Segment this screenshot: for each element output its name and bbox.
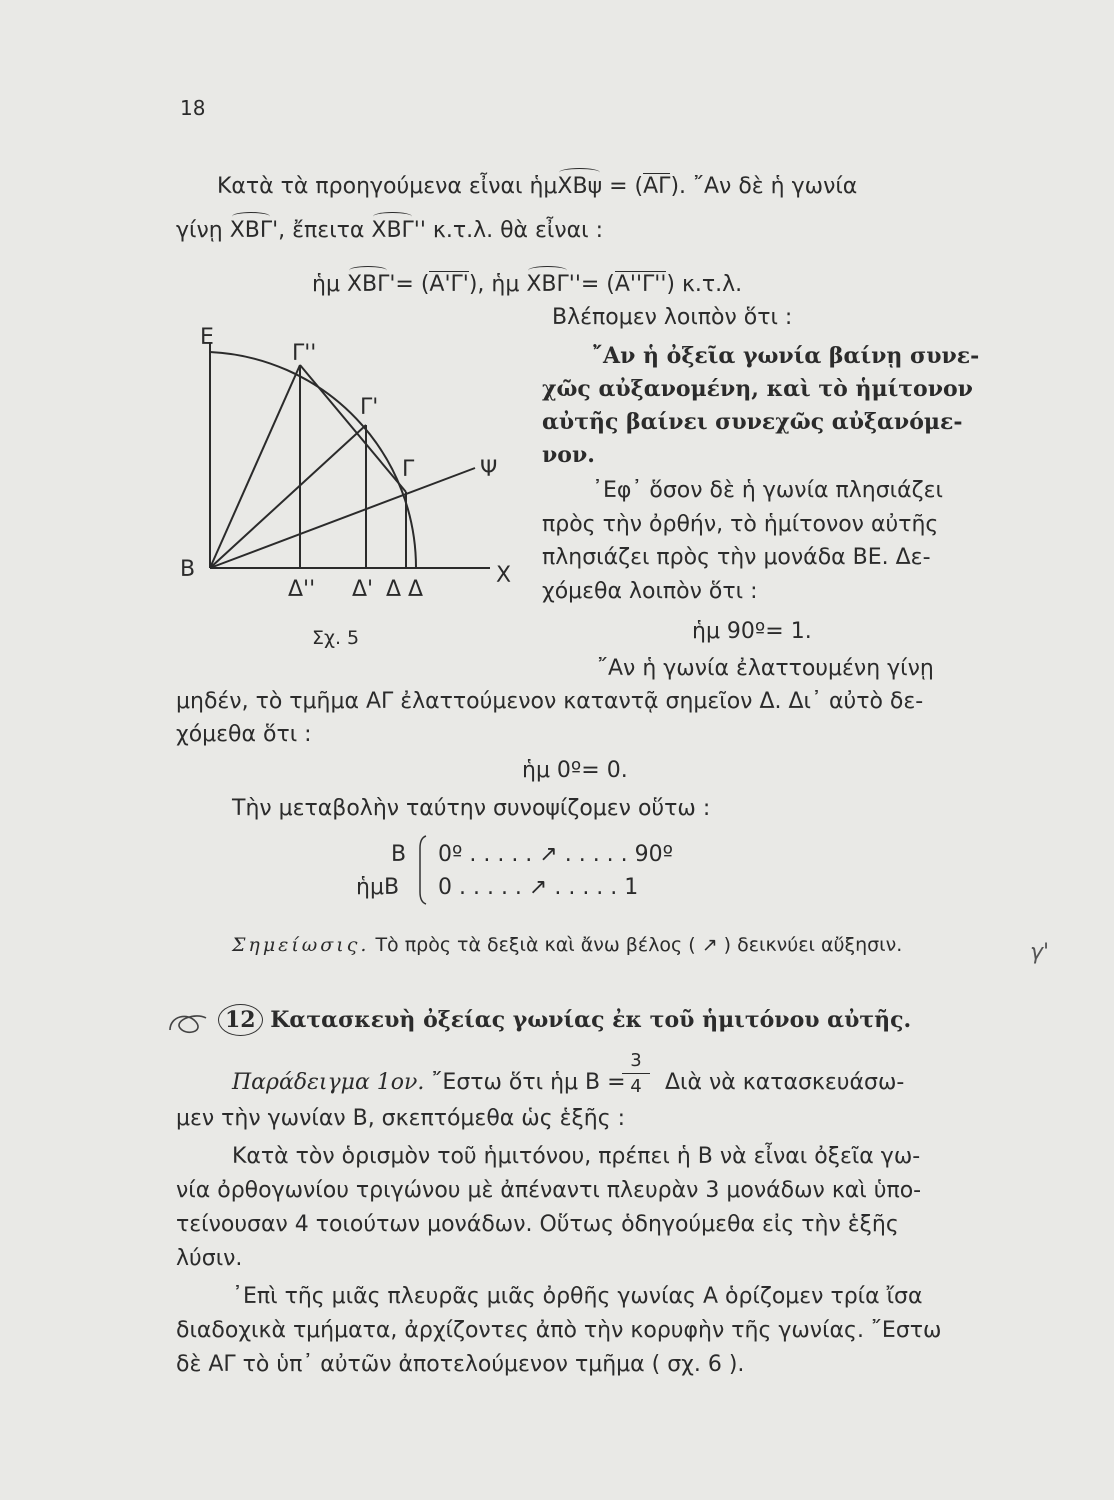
label-G2: Γ'' (292, 341, 317, 366)
text-segment: Κατὰ τὰ προηγούμενα εἶναι ἡμ (217, 174, 558, 199)
label-D1: Δ' (352, 577, 374, 602)
table-bracket (416, 834, 430, 918)
text-segment: ). ῎Αν δὲ ἡ γωνία (670, 174, 858, 199)
label-X: Χ (496, 563, 512, 588)
line-1 (217, 172, 857, 202)
para-line-4: χόμεθα λοιπὸν ὅτι : (542, 579, 758, 604)
para-line-5: ῎Αν ἡ γωνία ἐλαττουμένη γίνῃ (597, 656, 934, 681)
body-line-4: τείνουσαν 4 τοιούτων μονάδων. Οὕτως ὁδηγούμεθα εἰς τὴν ἑξῆς (176, 1212, 899, 1237)
text-segment: ἡμ (312, 272, 347, 297)
theorem-line-2: χῶς αὐξανομένη, καὶ τὸ ἡμίτονον (542, 376, 973, 402)
fraction-bar (622, 1073, 650, 1074)
angle-notation: XBψ (557, 172, 602, 202)
segment-notation: ΑΓ (643, 174, 671, 199)
body-line-6: ᾿Επὶ τῆς μιᾶς πλευρᾶς μιᾶς ὀρθῆς γωνίας Α ὁρίζομεν τρία ἴσα (232, 1284, 923, 1309)
chord-g2-g (300, 365, 406, 492)
body-line-2: Κατὰ τὸν ὁρισμὸν τοῦ ἡμιτόνου, πρέπει ἡ Β νὰ εἶναι ὀξεῖα γω- (232, 1144, 921, 1169)
page-number: 18 (180, 96, 206, 120)
para-line-2: πρὸς τὴν ὀρθήν, τὸ ἡμίτονον αὐτῆς (542, 512, 939, 537)
label-D2: Δ'' (288, 577, 316, 602)
note-text: Τὸ πρὸς τὰ δεξιὰ καὶ ἄνω βέλος ( ↗ ) δεικνύει αὔξησιν. (369, 934, 903, 956)
segment-notation: Α''Γ'' (614, 272, 667, 297)
body-line-1: μεν τὴν γωνίαν Β, σκεπτόμεθα ὡς ἑξῆς : (176, 1106, 626, 1131)
margin-note: γ' (1030, 940, 1050, 965)
ray-b-g2 (210, 365, 300, 568)
para-line-6: μηδέν, τὸ τμῆμα ΑΓ ἐλαττούμενον καταντᾷ σημεῖον Δ. Δι᾿ αὐτὸ δε- (176, 689, 924, 714)
text-segment: '= ( (389, 272, 430, 297)
text-segment: '' κ.τ.λ. θὰ εἶναι : (413, 218, 604, 243)
text-segment: ''= ( (568, 272, 615, 297)
table-row-2-label: ἡμΒ (356, 875, 400, 900)
example-line-rest: Διὰ νὰ κατασκευάσω- (665, 1070, 905, 1095)
note-label: Σημείωσις. (232, 934, 370, 956)
body-line-3: νία ὀρθογωνίου τριγώνου μὲ ἀπέναντι πλευρὰν 3 μονάδων καὶ ὑπο- (176, 1178, 922, 1203)
body-line-8: δὲ ΑΓ τὸ ὑπ᾿ αὐτῶν ἀποτελούμενον τμῆμα ( σχ. 6 ). (176, 1352, 745, 1377)
angle-notation: ΧΒΓ (371, 216, 413, 246)
label-E: Ε (200, 325, 214, 350)
figure-5 (170, 310, 530, 650)
label-G1: Γ' (360, 395, 379, 420)
text-segment: = ( (602, 174, 644, 199)
section-title: Κατασκευὴ ὀξείας γωνίας ἐκ τοῦ ἡμιτόνου αὐτῆς. (270, 1007, 912, 1033)
example-line (232, 1068, 626, 1098)
theorem-line-3: αὐτῆς βαίνει συνεχῶς αὐξανόμε- (542, 409, 963, 435)
angle-notation: ΧΒΓ (230, 216, 272, 246)
note (232, 930, 902, 960)
segment-notation: Α'Γ' (429, 272, 469, 297)
fraction (622, 1050, 650, 1097)
fraction-denominator: 4 (630, 1076, 642, 1097)
line-2 (176, 216, 603, 246)
quarter-arc (210, 352, 416, 568)
para-line-7: χόμεθα ὅτι : (176, 722, 312, 747)
text-segment: ) κ.τ.λ. (666, 272, 743, 297)
text-segment: γίνῃ (176, 218, 230, 243)
example-label: Παράδειγμα 1ον. (232, 1070, 425, 1095)
label-G: Γ (402, 457, 415, 482)
para-line-1: ᾿Εφ᾿ ὅσον δὲ ἡ γωνία πλησιάζει (592, 478, 943, 503)
theorem-line-4: νον. (542, 442, 595, 468)
formula-sin0: ἡμ 0º= 0. (522, 758, 628, 783)
text-segment: ', ἔπειτα (272, 218, 372, 243)
ray-b-g1 (210, 425, 366, 568)
text-segment: ῎Εστω ὅτι ἡμ Β = (424, 1070, 626, 1095)
label-B: Β (180, 557, 196, 582)
line-4: Βλέπομεν λοιπὸν ὅτι : (552, 305, 793, 330)
line-3 (312, 270, 742, 300)
theorem-line-1: ῎Αν ἡ ὀξεῖα γωνία βαίνῃ συνε- (592, 343, 980, 369)
table-row-1: 0º . . . . . ↗ . . . . . 90º (438, 842, 674, 867)
table-row-1-label: Β (391, 842, 407, 867)
para-line-8: Τὴν μεταβολὴν ταύτην συνοψίζομεν οὕτω : (232, 796, 711, 821)
para-line-3: πλησιάζει πρὸς τὴν μονάδα ΒΕ. Δε- (542, 545, 931, 570)
figure-caption: Σχ. 5 (312, 627, 360, 649)
label-D: Δ (386, 577, 402, 602)
fraction-numerator: 3 (630, 1050, 642, 1071)
body-line-5: λύσιν. (176, 1246, 243, 1271)
handwritten-mark-icon (166, 1008, 210, 1038)
table-row-2: 0 . . . . . ↗ . . . . . 1 (438, 875, 639, 900)
text-segment: ), ἡμ (468, 272, 527, 297)
angle-notation: ΧΒΓ (347, 270, 389, 300)
label-psi: Ψ (480, 457, 498, 482)
body-line-7: διαδοχικὰ τμήματα, ἀρχίζοντες ἀπὸ τὴν κορυφὴν τῆς γωνίας. ῎Εστω (176, 1318, 942, 1343)
bracket-icon (416, 834, 430, 906)
ray-b-psi (210, 468, 475, 568)
formula-sin90: ἡμ 90º= 1. (692, 619, 812, 644)
angle-notation: ΧΒΓ (526, 270, 568, 300)
section-number: 12 (218, 1004, 263, 1036)
section-heading (218, 1004, 911, 1036)
label-D-end: Δ (408, 577, 424, 602)
